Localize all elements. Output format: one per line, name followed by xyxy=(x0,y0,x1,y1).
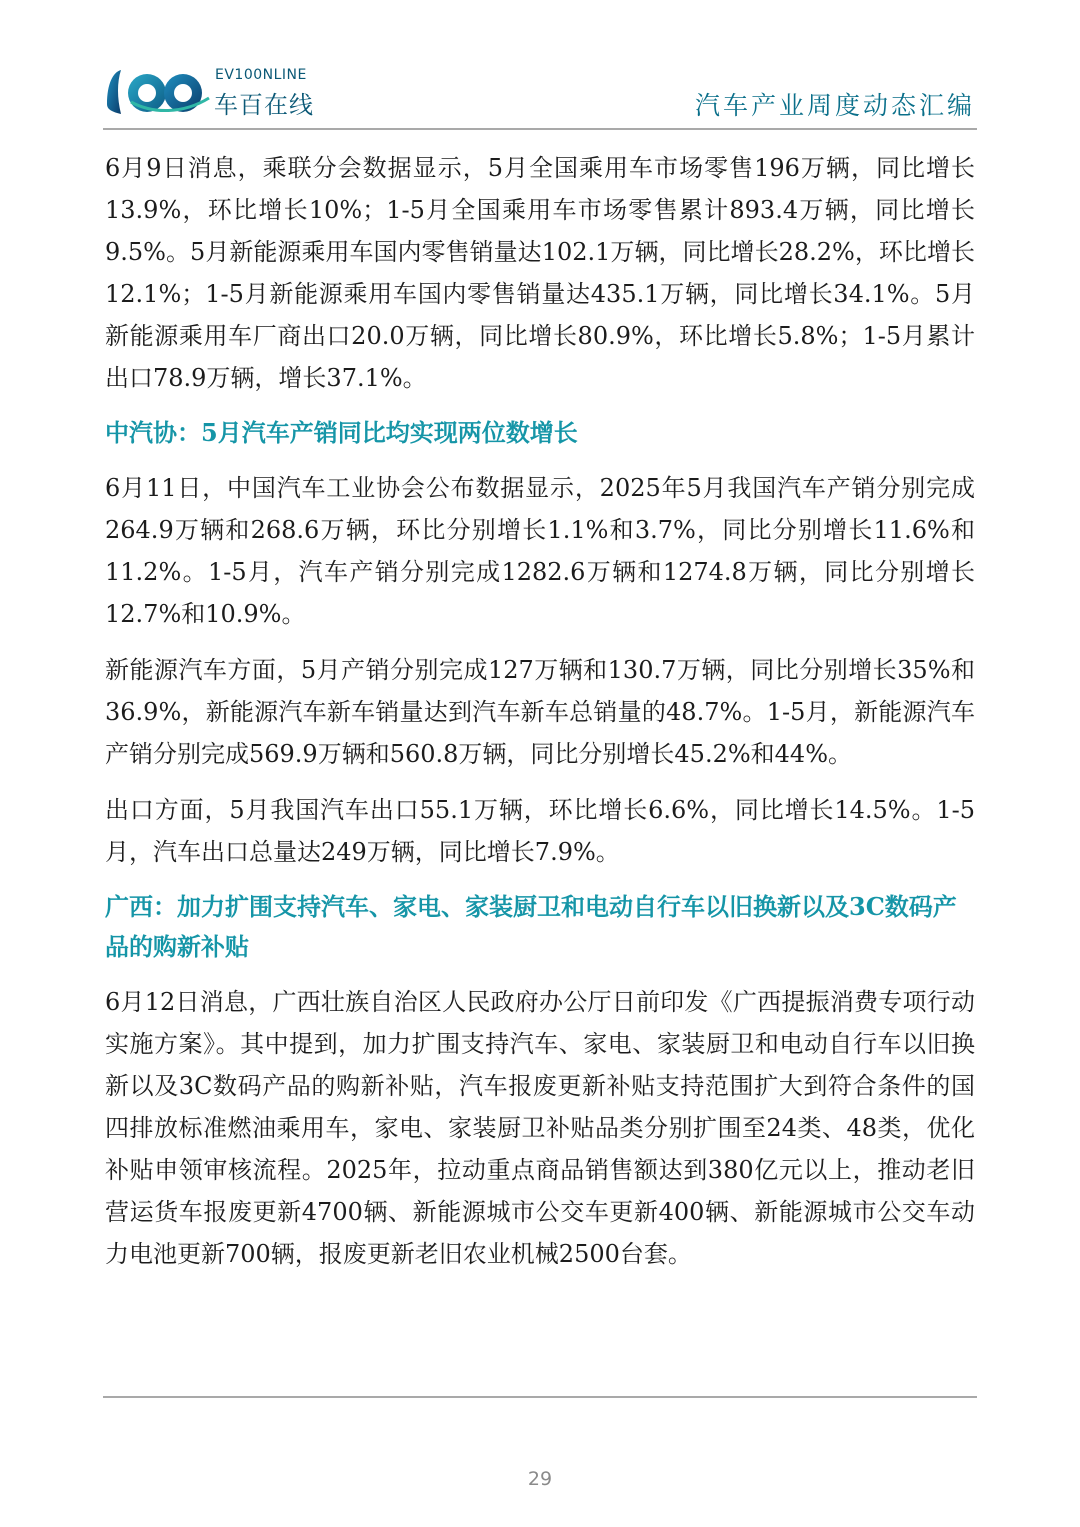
logo-chinese-text: 车百在线 xyxy=(214,91,314,119)
footer-divider xyxy=(103,1396,977,1398)
section-heading-guangxi: 广西：加力扩围支持汽车、家电、家装厨卫和电动自行车以旧换新以及3C数码产品的购新补贴 xyxy=(105,892,957,961)
section-heading-caam: 中汽协：5月汽车产销同比均实现两位数增长 xyxy=(105,418,578,447)
header-divider xyxy=(103,128,977,130)
paragraph-caam-production-sales: 6月11日，中国汽车工业协会公布数据显示，2025年5月我国汽车产销分别完成264.9万辆和268.6万辆，环比分别增长1.1%和3.7%，同比分别增长11.6%和11.2%。1-5月，汽车产销分别完成1282.6万辆和1274.8万辆，同比分别增长12.7%和10.9%。 xyxy=(105,474,975,628)
page-header xyxy=(103,62,977,128)
logo-mark-icon xyxy=(103,62,213,122)
page-number: 29 xyxy=(527,1468,553,1490)
logo-english-text: EV100NLINE xyxy=(215,67,307,83)
paragraph-cpca-may-sales: 6月9日消息，乘联分会数据显示，5月全国乘用车市场零售196万辆，同比增长13.9%，环比增长10%；1-5月全国乘用车市场零售累计893.4万辆，同比增长9.5%。5月新能源乘用车国内零售销量达102.1万辆，同比增长28.2%，环比增长12.1%；1-5月新能源乘用车国内零售销量达435.1万辆，同比增长34.1%。5月新能源乘用车厂商出口20.0万辆，同比增长80.9%，环比增长5.8%；1-5月累计出口78.9万辆，增长37.1%。 xyxy=(105,154,975,392)
paragraph-nev-production-sales: 新能源汽车方面，5月产销分别完成127万辆和130.7万辆，同比分别增长35%和36.9%，新能源汽车新车销量达到汽车新车总销量的48.7%。1-5月，新能源汽车产销分别完成569.9万辆和560.8万辆，同比分别增长45.2%和44%。 xyxy=(105,656,975,768)
header-title: 汽车产业周度动态汇编 xyxy=(694,91,975,120)
paragraph-export: 出口方面，5月我国汽车出口55.1万辆，环比增长6.6%，同比增长14.5%。1-5月，汽车出口总量达249万辆，同比增长7.9%。 xyxy=(105,796,975,866)
paragraph-guangxi-policy: 6月12日消息，广西壮族自治区人民政府办公厅日前印发《广西提振消费专项行动实施方案》。其中提到，加力扩围支持汽车、家电、家装厨卫和电动自行车以旧换新以及3C数码产品的购新补贴，汽车报废更新补贴支持范围扩大到符合条件的国四排放标准燃油乘用车，家电、家装厨卫补贴品类分别扩围至24类、48类，优化补贴申领审核流程。2025年，拉动重点商品销售额达到380亿元以上，推动老旧营运货车报废更新4700辆、新能源城市公交车更新400辆、新能源城市公交车动力电池更新700辆，报废更新老旧农业机械2500台套。 xyxy=(105,988,975,1268)
ev100-logo xyxy=(103,62,318,122)
article-body xyxy=(105,147,975,1289)
